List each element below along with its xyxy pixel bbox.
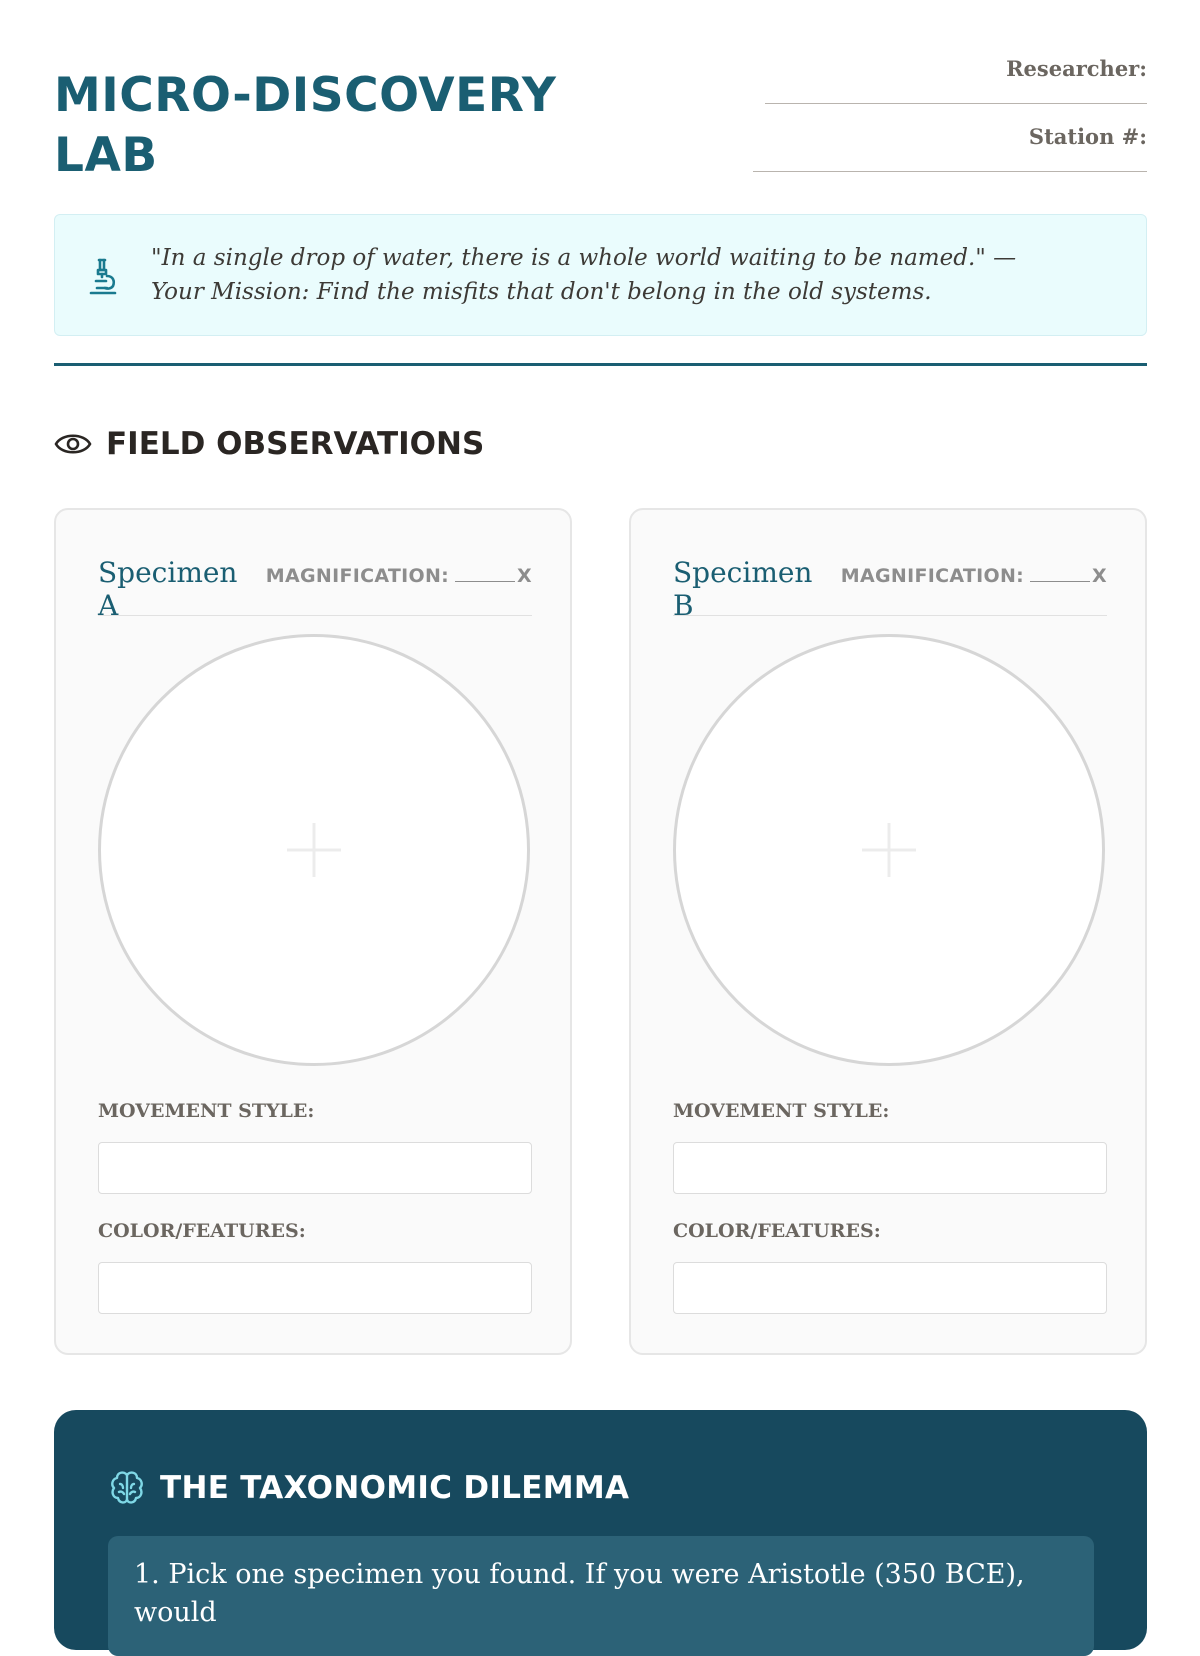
movement-style-label: MOVEMENT STYLE: xyxy=(673,1100,890,1122)
magnification-label: MAGNIFICATION: xyxy=(840,565,1025,587)
taxonomic-dilemma-panel xyxy=(54,1410,1147,1650)
specimen-name: Specimen A xyxy=(98,556,238,622)
researcher-field[interactable] xyxy=(765,90,1147,104)
magnification-blank[interactable] xyxy=(455,578,515,582)
eye-icon xyxy=(54,429,92,459)
magnification-suffix: X xyxy=(1092,565,1107,587)
dilemma-title: THE TAXONOMIC DILEMMA xyxy=(160,1470,630,1506)
magnification-suffix: X xyxy=(517,565,532,587)
color-features-field[interactable] xyxy=(673,1262,1107,1314)
page-title xyxy=(54,66,614,186)
drawing-circle[interactable] xyxy=(98,634,530,1066)
magnification xyxy=(266,565,532,587)
section-title: FIELD OBSERVATIONS xyxy=(106,426,485,462)
specimen-header xyxy=(98,556,532,622)
title-line-1: MICRO-DISCOVERY xyxy=(54,68,557,123)
specimen-card-a xyxy=(54,508,572,1355)
dilemma-question-text: 1. Pick one specimen you found. If you were Aristotle (350 BCE), would xyxy=(134,1559,1025,1628)
station-field[interactable] xyxy=(753,158,1147,172)
quote-text: "In a single drop of water, there is a whole world waiting to be named." — Your Mission: Find the misfits that don't belong in the old systems. xyxy=(151,245,1017,305)
specimen-header xyxy=(673,556,1107,622)
researcher-label: Researcher: xyxy=(1006,56,1147,81)
dilemma-question-box xyxy=(108,1536,1094,1656)
color-features-label: COLOR/FEATURES: xyxy=(98,1220,306,1242)
drawing-circle[interactable] xyxy=(673,634,1105,1066)
specimen-name: Specimen B xyxy=(673,556,813,622)
station-label: Station #: xyxy=(1028,124,1147,149)
brain-icon xyxy=(108,1469,146,1507)
magnification xyxy=(841,565,1107,587)
magnification-label: MAGNIFICATION: xyxy=(265,565,450,587)
mission-quote-box xyxy=(54,214,1147,336)
field-observations-header xyxy=(54,424,484,464)
color-features-field[interactable] xyxy=(98,1262,532,1314)
researcher-info xyxy=(727,56,1147,192)
color-features-label: COLOR/FEATURES: xyxy=(673,1220,881,1242)
specimen-card-b xyxy=(629,508,1147,1355)
movement-style-field[interactable] xyxy=(673,1142,1107,1194)
movement-style-label: MOVEMENT STYLE: xyxy=(98,1100,315,1122)
crosshair-icon xyxy=(862,823,916,877)
section-divider xyxy=(54,363,1147,366)
movement-style-field[interactable] xyxy=(98,1142,532,1194)
magnification-blank[interactable] xyxy=(1030,578,1090,582)
microscope-icon xyxy=(85,257,121,297)
crosshair-icon xyxy=(287,823,341,877)
title-line-2: LAB xyxy=(54,128,158,183)
dilemma-header xyxy=(108,1466,629,1510)
worksheet-page xyxy=(54,0,1147,1628)
